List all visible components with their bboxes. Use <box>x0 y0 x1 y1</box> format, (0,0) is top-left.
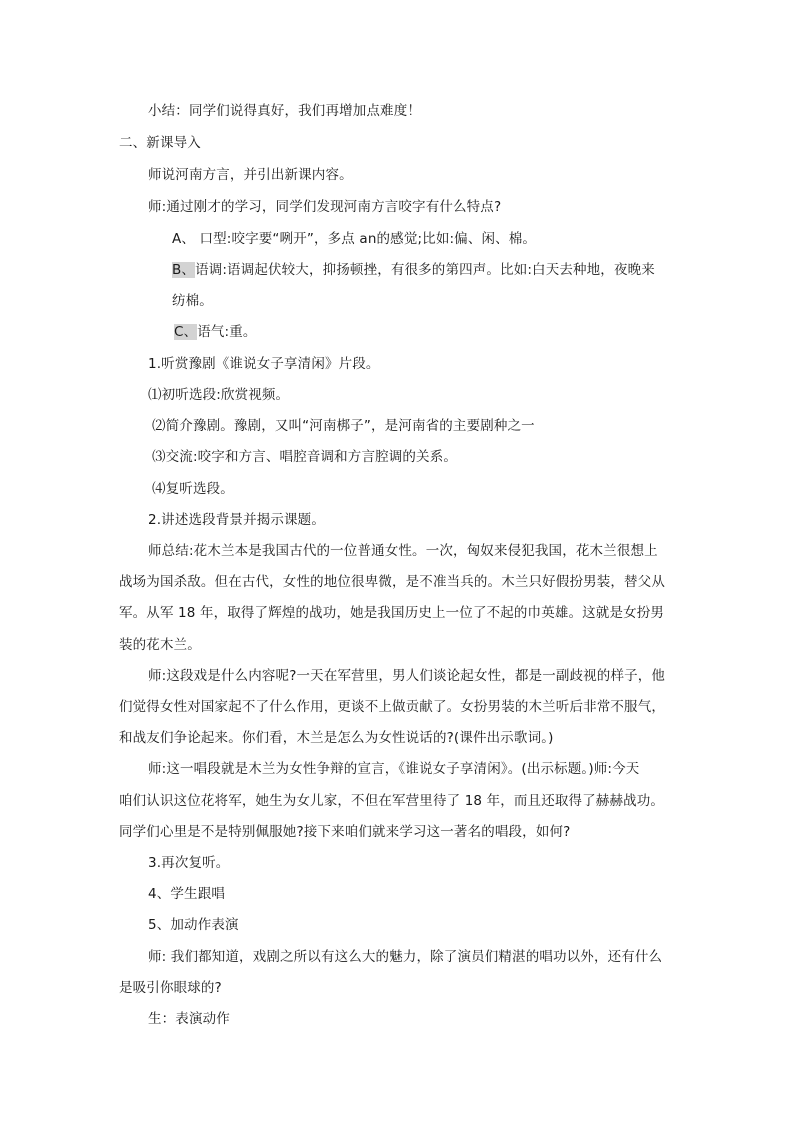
paragraph-line: 师: 我们都知道，戏剧之所以有这么大的魅力，除了演员们精湛的唱功以外，还有什么 <box>148 949 663 965</box>
summary-line: 小结：同学们说得真好，我们再增加点难度！ <box>148 103 421 119</box>
list-item-b <box>172 261 655 279</box>
paragraph-line: 师说河南方言，并引出新课内容。 <box>148 167 353 183</box>
list-marker-b: B、 <box>172 262 196 278</box>
list-item-b-cont: 纺棉。 <box>172 293 213 309</box>
sub-step: ⑴初听选段:欣赏视频。 <box>148 387 290 403</box>
list-item-c <box>174 323 257 341</box>
section-heading: 二、新课导入 <box>119 135 201 151</box>
paragraph-line: 军。从军 18 年，取得了辉煌的战功，她是我国历史上一位了不起的巾英雄。这就是女扮男 <box>119 605 665 621</box>
list-item-a: A、 口型:咬字要“咧开”，多点 an的感觉;比如:偏、闲、棉。 <box>172 231 537 247</box>
step-heading: 4、学生跟唱 <box>148 886 225 902</box>
sub-step: ⑷复听选段。 <box>152 481 234 497</box>
step-heading: 2.讲述选段背景并揭示课题。 <box>148 512 325 528</box>
paragraph-line: 生：表演动作 <box>148 1011 230 1027</box>
paragraph-line: 装的花木兰。 <box>119 637 201 653</box>
list-text-b: 语调:语调起伏较大，抑扬顿挫，有很多的第四声。比如:白天去种地，夜晚来 <box>195 262 655 278</box>
paragraph-line: 咱们认识这位花将军，她生为女儿家，不但在军营里待了 18 年，而且还取得了赫赫战功。 <box>119 793 665 809</box>
paragraph-line: 师:这段戏是什么内容呢?一天在军营里，男人们谈论起女性，都是一副歧视的样子，他 <box>148 668 666 684</box>
sub-step: ⑶交流:咬字和方言、唱腔音调和方言腔调的关系。 <box>152 449 457 465</box>
list-marker-c: C、 <box>174 324 198 340</box>
paragraph-line: 战场为国杀敌。但在古代，女性的地位很卑微，是不准当兵的。木兰只好假扮男装，替父从 <box>119 574 665 590</box>
paragraph-line: 同学们心里是不是特别佩服她?接下来咱们就来学习这一著名的唱段，如何? <box>119 824 571 840</box>
step-heading: 5、加动作表演 <box>148 917 239 933</box>
paragraph-line: 师:这一唱段就是木兰为女性争辩的宣言，《谁说女子享清闲》。(出示标题。)师:今天 <box>148 761 640 777</box>
sub-step: ⑵简介豫剧。豫剧，又叫“河南梆子”，是河南省的主要剧种之一 <box>152 418 535 434</box>
paragraph-line: 们觉得女性对国家起不了什么作用，更谈不上做贡献了。女扮男装的木兰听后非常不服气， <box>119 699 665 715</box>
step-heading: 3.再次复听。 <box>148 855 230 871</box>
step-heading: 1.听赏豫剧《谁说女子享清闲》片段。 <box>148 356 380 372</box>
paragraph-line: 是吸引你眼球的? <box>119 980 222 996</box>
paragraph-line: 师总结:花木兰本是我国古代的一位普通女性。一次，匈奴来侵犯我国，花木兰很想上 <box>148 543 658 559</box>
paragraph-line: 师:通过刚才的学习，同学们发现河南方言咬字有什么特点? <box>148 199 502 215</box>
paragraph-line: 和战友们争论起来。你们看，木兰是怎么为女性说话的?(课件出示歌词。) <box>119 730 554 746</box>
list-text-c: 语气:重。 <box>197 324 257 340</box>
